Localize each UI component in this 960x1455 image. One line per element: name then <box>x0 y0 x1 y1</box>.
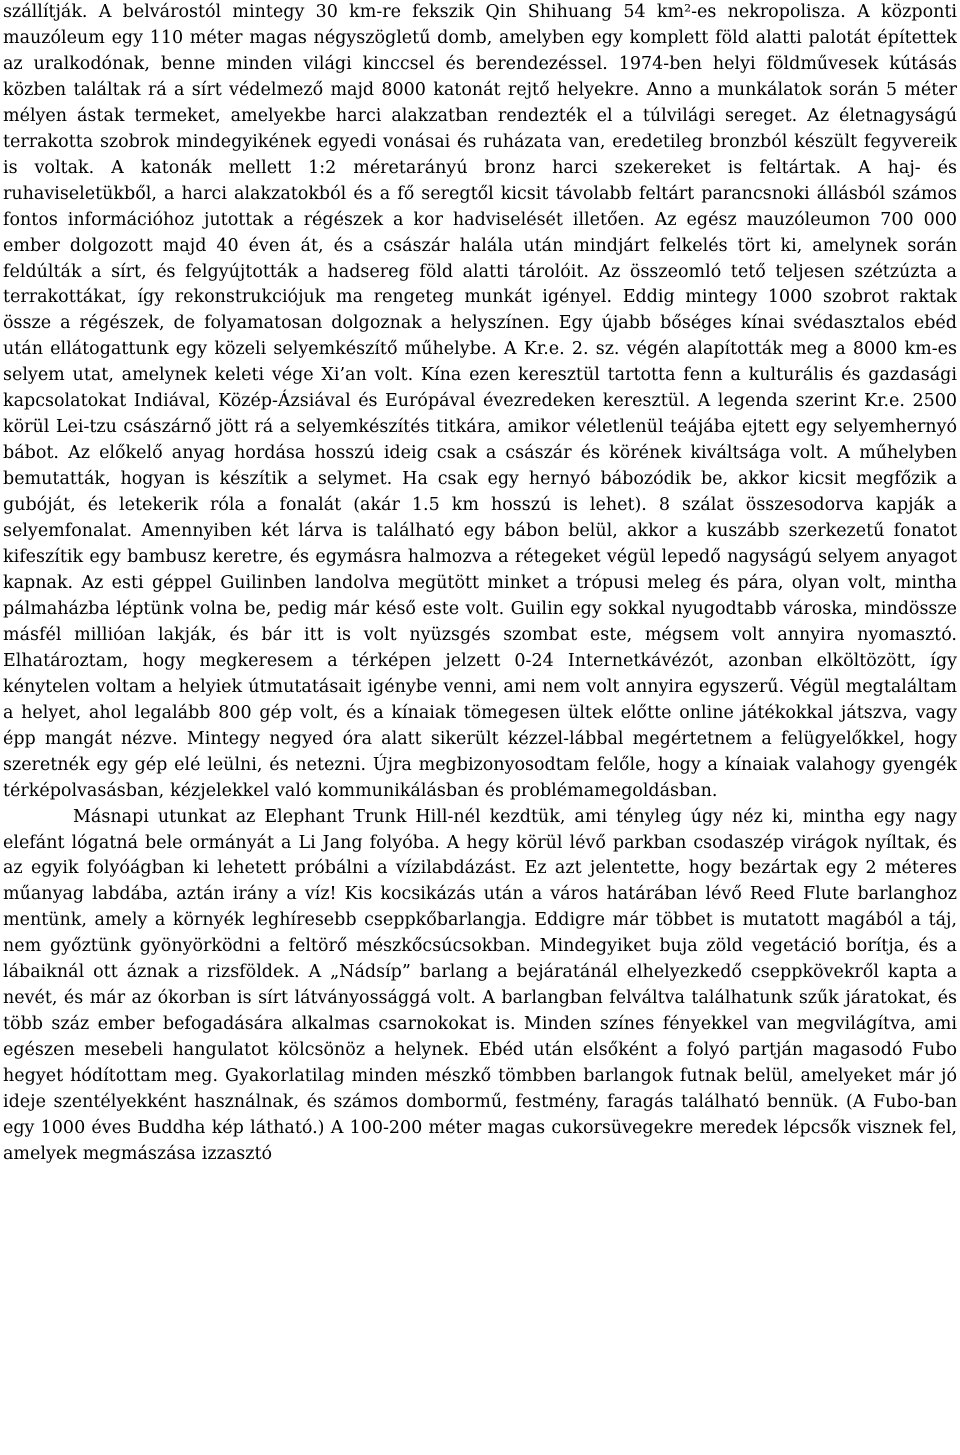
paragraph-terracotta-silk-guilin: szállítják. A belvárostól mintegy 30 km-re fekszik Qin Shihuang 54 km²-es nekropolisza. A központi mauzóleum egy 110 méter magas négyszögletű domb, amelyben egy komplett föld alatti palotát építettek az uralkodónak, benne minden világi kinccsel és berendezéssel. 1974-ben helyi földművesek kútásás közben találtak rá a sírt védelmező majd 8000 katonát rejtő helyekre. Anno a munkálatok során 5 méter mélyen ástak termeket, amelyekbe harci alakzatban rendezték el a túlvilági sereget. Az életnagyságú terrakotta szobrok mindegyikének egyedi vonásai és ruházata van, eredetileg bronzból készült fegyvereik is voltak. A katonák mellett 1:2 méretarányú bronz harci szekereket is feltártak. A haj- és ruhaviseletükből, a harci alakzatokból és a fő seregtől kicsit távolabb feltárt parancsnoki állásból számos fontos információhoz jutottak a régészek a kor hadviselését illetően. Az egész mauzóleumon 700 000 ember dolgozott majd 40 éven át, és a császár halála után mindjárt felkelés tört ki, amelynek során feldúlták a sírt, és felgyújtották a hadsereg föld alatti tárolóit. Az összeomló tető teljesen szétzúzta a terrakottákat, így rekonstrukciójuk ma rengeteg munkát igényel. Eddig mintegy 1000 szobrot raktak össze a régészek, de folyamatosan dolgoznak a helyszínen. Egy újabb bőséges kínai svédasztalos ebéd után ellátogattunk egy közeli selyemkészítő műhelybe. A Kr.e. 2. sz. végén alapították meg a 8000 km-es selyem utat, amelynek keleti vége Xi’an volt. Kína ezen keresztül tartotta fenn a kulturális és gazdasági kapcsolatokat Indiával, Közép-Ázsiával és Európával évezredeken keresztül. A legenda szerint Kr.e. 2500 körül Lei-tzu császárnő jött rá a selyemkészítés titkára, amikor véletlenül teájába ejtett egy selyemhernyó bábot. Az előkelő anyag hordása hosszú ideig csak a császár és körének kiváltsága volt. A műhelyben bemutatták, hogyan is készítik a selymet. Ha csak egy hernyó bábozódik be, akkor kicsit megfőzik a gubóját, és letekerik róla a fonalát (akár 1.5 km hosszú is lehet). 8 szálat összesodorva kapják a selyemfonalat. Amennyiben két lárva is található egy bábon belül, akkor a kuszább szerkezetű fonatot kifeszítik egy bambusz keretre, és egymásra halmozva a rétegeket végül lepedő nagyságú selyem anyagot kapnak. Az esti géppel Guilinben landolva megütött minket a trópusi meleg és pára, olyan volt, mintha pálmaházba léptünk volna be, pedig már késő este volt. Guilin egy sokkal nyugodtabb városka, mindössze másfél millióan lakják, és bár itt is volt nyüzsgés szombat este, mégsem volt annyira nyomasztó. Elhatároztam, hogy megkeresem a térképen jelzett 0-24 Internetkávézót, azonban elköltözött, így kénytelen voltam a helyiek útmutatásait igénybe venni, ami nem volt annyira egyszerű. Végül megtaláltam a helyet, ahol legalább 800 gép volt, és a kínaiak tömegesen ültek előtte online játékokkal játszva, vagy épp mangát nézve. Mintegy negyed óra alatt sikerült kézzel-lábbal megértetnem a felügyelőkkel, hogy szeretnék egy gép elé leülni, és netezni. Újra megbizonyosodtam felőle, hogy a kínaiak valahogy gyengék térképolvasásban, kézjelekkel való kommunikálásban és problémamegoldásban. <box>3 2 957 801</box>
document-page <box>3 0 957 1455</box>
paragraph-elephant-trunk-hill: Másnapi utunkat az Elephant Trunk Hill-nél kezdtük, ami tényleg úgy néz ki, mintha egy nagy elefánt lógatná bele ormányát a Li Jang folyóba. A hegy körül lévő parkban csodaszép virágok nyíltak, és az egyik folyóágban ki lehetett próbálni a vízilabdázást. Ez azt jelentette, hogy bezártak egy 2 méteres műanyag labdába, aztán irány a víz! Kis kocsikázás után a város határában lévő Reed Flute barlanghoz mentünk, amely a környék leghíresebb cseppkőbarlangja. Eddigre már többet is mutatott magából a táj, nem győztünk gyönyörködni a feltörő mészkőcsúcsokban. Mindegyiket buja zöld vegetáció borítja, és a lábaiknál ott áznak a rizsföldek. A „Nádsíp” barlang a bejáratánál elhelyezkedő cseppkövekről kapta a nevét, és már az ókorban is sírt látványossággá volt. A barlangban felváltva találhatunk szűk járatokat, és több száz ember befogadására alkalmas csarnokokat is. Minden színes fényekkel van megvilágítva, ami egészen mesebeli hangulatot kölcsönöz a helynek. Ebéd után elsőként a folyó partján magasodó Fubo hegyet hódítottam meg. Gyakorlatilag minden mészkő tömbben barlangok futnak belül, amelyeket már jó ideje szentélyekként használnak, és számos dombormű, festmény, faragás található bennük. (A Fubo-ban egy 1000 éves Buddha kép látható.) A 100-200 méter magas cukorsüvegekre meredek lépcsők visznek fel, amelyek megmászása izzasztó <box>3 806 957 1164</box>
